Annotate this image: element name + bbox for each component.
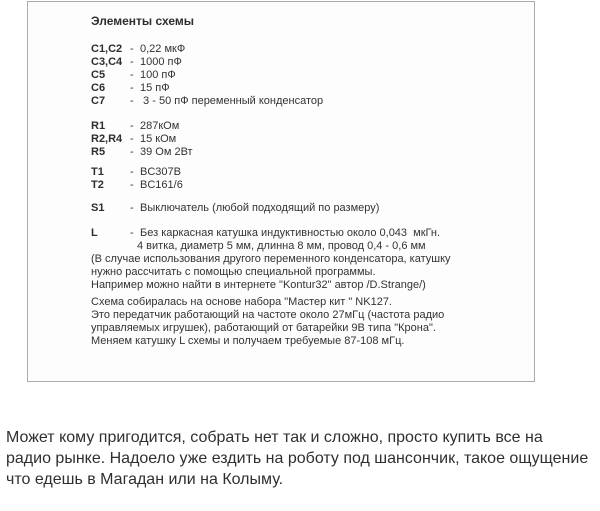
coil-group [91,227,526,253]
component-value: 0,22 мкФ [140,43,186,55]
dash-separator: - [130,56,134,68]
component-label: R2,R4 [91,133,123,145]
dash-separator: - [130,69,134,81]
kit-note [91,296,526,348]
comment-line: радио рынке. Надоело уже ездить на роботу под шансончик, такое ощущение [6,450,589,467]
component-value: BC307B [140,166,181,178]
dash-separator: - [130,133,134,145]
transistor-group [91,166,526,192]
component-value: BC161/6 [140,179,183,191]
component-row [91,43,526,56]
image-title: Элементы схемы [91,14,195,28]
comment-line: что едешь в Магадан или на Колыму. [6,471,284,488]
switch-group [91,202,526,215]
component-value: 100 пФ [140,69,176,81]
coil-value-line2: 4 витка, диаметр 5 мм, длинна 8 мм, провод 0,4 - 0,6 мм [137,240,426,252]
component-label: L [91,227,98,239]
component-label: C3,C4 [91,56,123,68]
dash-separator: - [130,95,134,107]
component-value: Выключатель (любой подходящий по размеру) [140,202,380,214]
component-label: R5 [91,146,106,158]
component-row [91,202,526,215]
coil-note [91,253,526,292]
note-line: управляемых игрушек), работающий от батарейки 9В типа "Крона". [91,322,436,334]
component-value: 15 кОм [140,133,177,145]
dash-separator: - [130,227,134,239]
component-row [91,56,526,69]
component-label: T2 [91,179,104,191]
component-row [91,95,526,108]
dash-separator: - [130,146,134,158]
note-line: Это передатчик работающий на частоте около 27мГц (частота радио [91,309,445,321]
resistor-group [91,120,526,159]
component-row [91,133,526,146]
component-label: T1 [91,166,104,178]
component-row [91,69,526,82]
component-label: C5 [91,69,106,81]
component-row [91,166,526,179]
note-line: (В случае использования другого переменного конденсатора, катушку [91,253,451,265]
comment-line: Может кому пригодится, собрать нет так и сложно, просто купить все на [6,429,543,446]
component-value: 1000 пФ [140,56,182,68]
component-row [91,82,526,95]
components-list-image [27,1,535,382]
component-row [91,146,526,159]
component-value: 15 пФ [140,82,170,94]
note-line: Меняем катушку L схемы и получаем требуемые 87-108 мГц. [91,335,405,347]
component-value: 3 - 50 пФ переменный конденсатор [140,95,324,107]
component-label: S1 [91,202,105,214]
dash-separator: - [130,166,134,178]
comment-text [6,427,596,490]
component-label: C6 [91,82,106,94]
dash-separator: - [130,202,134,214]
component-label: C1,C2 [91,43,123,55]
component-label: C7 [91,95,106,107]
components-list-content [28,2,534,348]
component-row [91,179,526,192]
component-label: R1 [91,120,106,132]
component-value: 39 Ом 2Вт [140,146,193,158]
component-row [91,120,526,133]
dash-separator: - [130,43,134,55]
note-line: Схема собиралась на основе набора "Мастер кит " NK127. [91,296,392,308]
note-line: нужно рассчитать с помощью специальной программы. [91,266,376,278]
dash-separator: - [130,179,134,191]
dash-separator: - [130,120,134,132]
note-line: Например можно найти в интернете "Kontur32" автор /D.Strange/) [91,279,426,291]
component-value: Без каркасная катушка индуктивностью около 0,043 мкГн. [140,227,441,239]
capacitor-group [91,43,526,108]
component-value: 287кОм [140,120,180,132]
dash-separator: - [130,82,134,94]
component-row [91,227,526,240]
